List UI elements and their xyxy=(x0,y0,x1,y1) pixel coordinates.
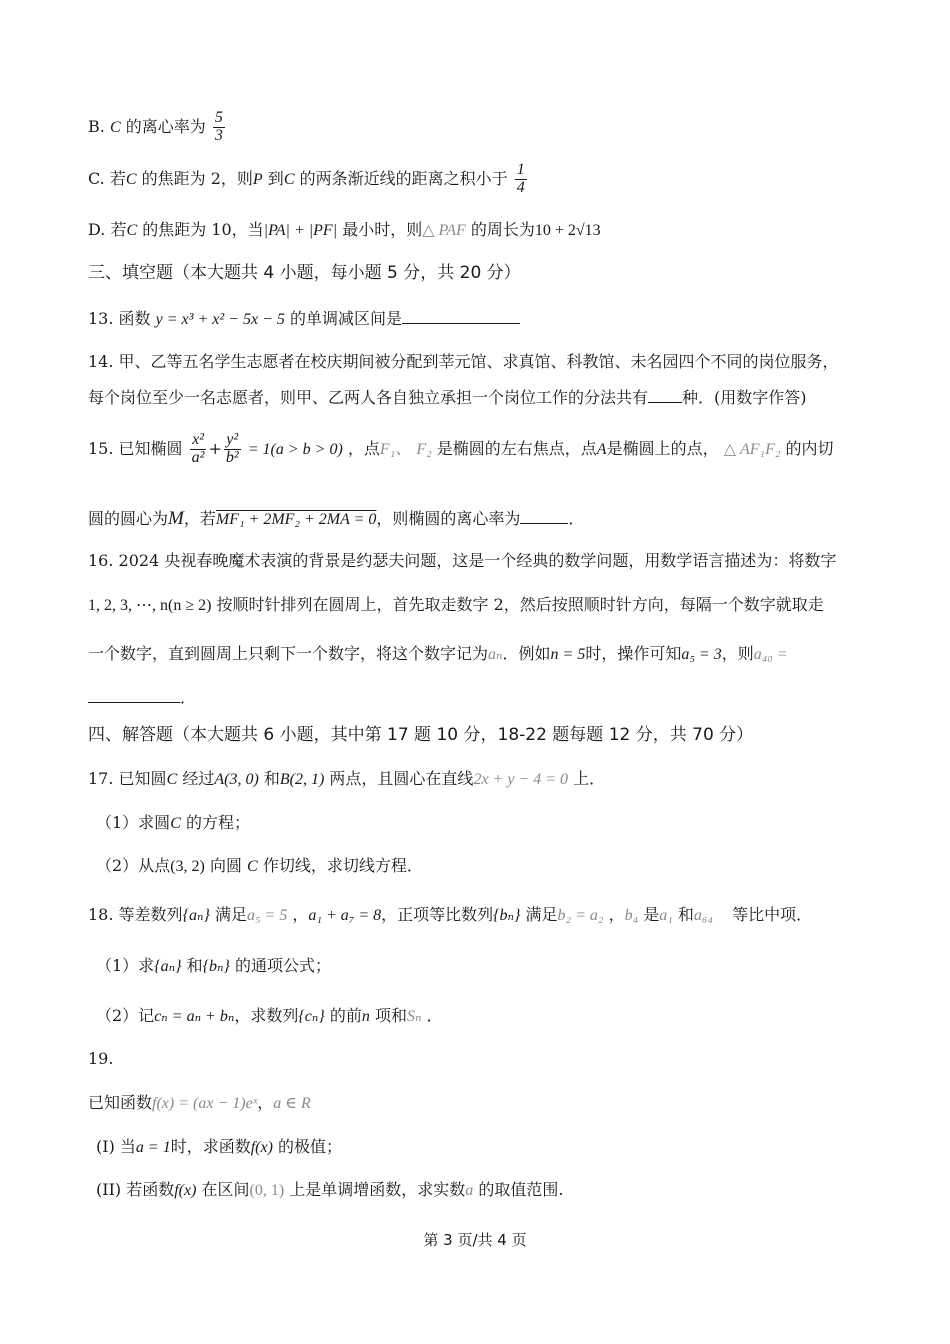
question-18-part-2: （2）记cₙ = aₙ + bₙ，求数列{cₙ} 的前n 项和Sₙ ． xyxy=(96,1006,443,1025)
option-b: B. C 的离心率为 $\frac{5}{3}$ xyxy=(88,109,223,144)
question-19-part-1: (I) 当a = 1时，求函数f(x) 的极值； xyxy=(96,1137,343,1156)
abs-sum-expr: |PA| + |PF| xyxy=(263,222,338,239)
var-c: C xyxy=(109,118,121,136)
question-17: 17. 已知圆C 经过A(3, 0) 和B(2, 1) 两点，且圆心在直线2x + y − 4 = 0 上． xyxy=(88,769,606,788)
fraction-five-thirds: $\frac{5}{3}$ xyxy=(214,109,223,144)
question-14-line-2: 每个岗位至少一名志愿者，则甲、乙两人各自独立承担一个岗位工作的分法共有 种．(用数字作答) xyxy=(88,388,807,407)
question-18-part-1: （1）求{aₙ} 和{bₙ} 的通项公式； xyxy=(96,956,331,975)
question-16-line-3: 一个数字，直到圆周上只剩下一个数字，将这个数字记为aₙ．例如n = 5时，操作可知a₅ = 3，则a₄₀ = xyxy=(88,644,788,663)
fraction-x2-a2: $\frac{\text{x²}}{\text{a²}}$ xyxy=(191,431,205,466)
question-19-number: 19. xyxy=(88,1049,114,1068)
question-19: 已知函数f(x) = (ax − 1)eˣ，a ∈ R xyxy=(88,1093,311,1112)
ellipse-condition: = 1(a > b > 0) xyxy=(247,440,343,458)
question-15-line-2: 圆的圆心为M，若MF₁ + 2MF₂ + 2MA = 0，则椭圆的离心率为 ． xyxy=(88,508,585,529)
question-16-line-2: 1, 2, 3, ⋯, n(n ≥ 2) 按顺时针排列在圆周上，首先取走数字 2，然后按照顺时针方向，每隔一个数字就取走 xyxy=(88,595,824,614)
number-sequence: 1, 2, 3, ⋯, n(n ≥ 2) xyxy=(88,597,212,614)
option-c: C. 若C 的焦距为 2，则P 到C 的两条渐近线的距离之积小于 $\frac{1}{4}$ xyxy=(88,161,525,196)
question-13: 13. 函数 y = x³ + x² − 5x − 5 的单调减区间是 xyxy=(88,311,520,328)
fraction-one-fourth: $\frac{1}{4}$ xyxy=(516,161,525,196)
question-18: 18. 等差数列{aₙ} 满足a₅ = 5 ，a₁ + a₇ = 8，正项等比数列{bₙ} 满足b₂ = a₂ ，b₄ 是a₁ 和a₆₄ 等比中项． xyxy=(88,905,813,924)
answer-blank-13[interactable] xyxy=(402,323,520,324)
answer-blank-14[interactable] xyxy=(648,402,682,403)
question-16-line-4: ． xyxy=(88,690,196,706)
question-16-line-1: 16. 2024 央视春晚魔术表演的背景是约瑟夫问题，这是一个经典的数学问题，用数学语言描述为：将数字 xyxy=(88,551,837,570)
function-definition: f(x) = (ax − 1)eˣ xyxy=(152,1095,258,1112)
answer-blank-15[interactable] xyxy=(520,523,568,524)
line-equation: 2x + y − 4 = 0 xyxy=(473,771,569,788)
question-14-line-1: 14. 甲、乙等五名学生志愿者在校庆期间被分配到莘元馆、求真馆、科教馆、未名园四个不同的岗位服务， xyxy=(88,352,839,371)
question-19-part-2: (II) 若函数f(x) 在区间(0, 1) 上是单调增函数，求实数a 的取值范围. xyxy=(96,1180,564,1199)
section-3-heading: 三、填空题（本大题共 4 小题，每小题 5 分，共 20 分） xyxy=(88,263,521,283)
question-17-part-2: （2）从点(3, 2) 向圆 C 作切线，求切线方程． xyxy=(96,856,423,875)
vector-equation: MF₁ + 2MF₂ + 2MA = 0 xyxy=(215,511,377,528)
section-4-heading: 四、解答题（本大题共 6 小题，其中第 17 题 10 分，18-22 题每题 12 分，共 70 分） xyxy=(88,725,754,745)
answer-blank-16[interactable] xyxy=(88,702,180,703)
option-d: D. 若C 的焦距为 10，当|PA| + |PF| 最小时，则△ PAF 的周长为10 + 2√13 xyxy=(88,220,601,239)
fraction-y2-b2: $\frac{\text{y²}}{\text{b²}}$ xyxy=(225,431,239,466)
question-17-part-1: （1）求圆C 的方程； xyxy=(96,813,250,832)
question-15-line-1: 15. 已知椭圆 $\frac{\text{x²}}{\text{a²}}$ + $\frac{\text{y²}}{\text{b²}}$ = 1(a > b > 0) ，点F₁、 F₂ 是椭圆的左右焦点，点A是椭圆上的点， △ AF₁F₂ 的内切 xyxy=(88,431,834,466)
function-expr: y = x³ + x² − 5x − 5 xyxy=(155,311,285,328)
page-footer: 第 3 页/共 4 页 xyxy=(423,1231,527,1249)
perimeter-answer: 10 + 2√13 xyxy=(534,222,601,239)
